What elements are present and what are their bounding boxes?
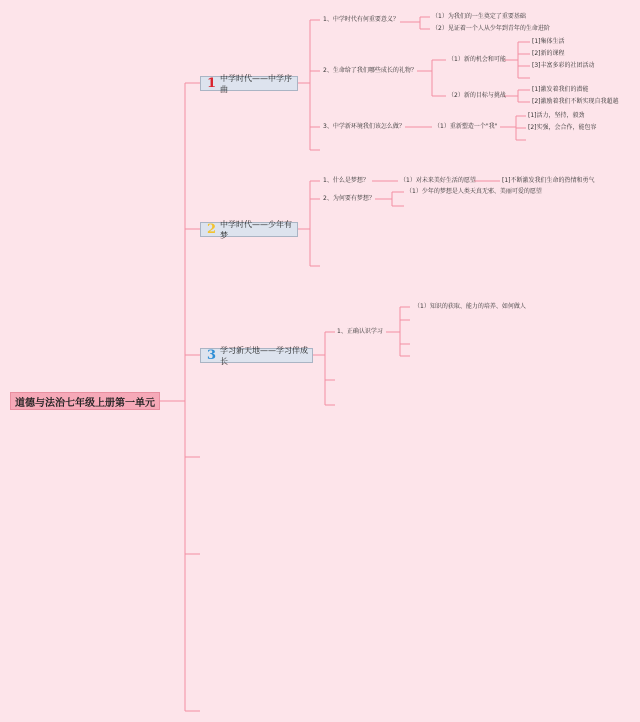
branch-2-number: 2 (207, 222, 217, 237)
branch-1-title: 中学时代——中学序曲 (220, 73, 293, 94)
b2-q1[interactable]: 1、什么是梦想？ (323, 177, 369, 184)
b1-q2-s1[interactable]: （1）新的机会和可能 (448, 56, 506, 63)
branch-3-number: 3 (207, 348, 217, 363)
branch-2-topic[interactable] (200, 219, 298, 240)
b3-q1-a1[interactable]: （1）知识的获取、能力的培养、如何做人 (414, 303, 526, 310)
b1-q2[interactable]: 2、生命给了我们哪些成长的礼物？ (323, 67, 417, 74)
branch-3-title: 学习新天地——学习伴成长 (220, 345, 309, 366)
branch-3-topic[interactable] (200, 345, 313, 366)
b1-q3-s1[interactable]: （1）重新塑造一个"我" (434, 123, 498, 130)
b1-q3-s1-item[interactable]: [1]活力，坚持，毅劲 (528, 112, 585, 119)
branch-1-number: 1 (207, 76, 217, 91)
b1-q2-s2-item[interactable]: [2]激励着我们不断实现自我超越 (532, 98, 619, 105)
b1-q2-s2-item[interactable]: [1]激发着我们的潜能 (532, 86, 589, 93)
branch-2-title: 中学时代——少年有梦 (220, 219, 293, 240)
root-topic[interactable]: 道德与法治七年级上册第一单元 (10, 392, 160, 410)
b1-q1-a2[interactable]: （2）见证着一个人从少年到青年的生命进阶 (432, 25, 550, 32)
b2-q2-a1[interactable]: （1）少年的梦想是人类天真无邪、美丽可爱的愿望 (406, 188, 542, 195)
b1-q2-s2[interactable]: （2）新的目标与挑战 (448, 92, 506, 99)
branch-1-topic[interactable] (200, 73, 298, 94)
b2-q1-a1[interactable]: （1）对未来美好生活的愿望 (400, 177, 476, 184)
b1-q3[interactable]: 3、中学新环境我们该怎么做？ (323, 123, 405, 130)
b1-q2-s1-item[interactable]: [1]集体生活 (532, 38, 565, 45)
b2-q1-a1-1[interactable]: [1]不断激发我们生命的热情和勇气 (502, 177, 595, 184)
b1-q3-s1-item[interactable]: [2]实强，会合作，能包容 (528, 124, 597, 131)
b3-q1[interactable]: 1、正确认识学习 (337, 328, 383, 335)
b1-q1[interactable]: 1、中学时代有何重要意义？ (323, 16, 399, 23)
b2-q2[interactable]: 2、为何要有梦想？ (323, 195, 375, 202)
b1-q2-s1-item[interactable]: [2]新的课程 (532, 50, 565, 57)
b1-q1-a1[interactable]: （1）为我们的一生奠定了重要基础 (432, 13, 526, 20)
b1-q2-s1-item[interactable]: [3]丰富多彩的社团活动 (532, 62, 595, 69)
